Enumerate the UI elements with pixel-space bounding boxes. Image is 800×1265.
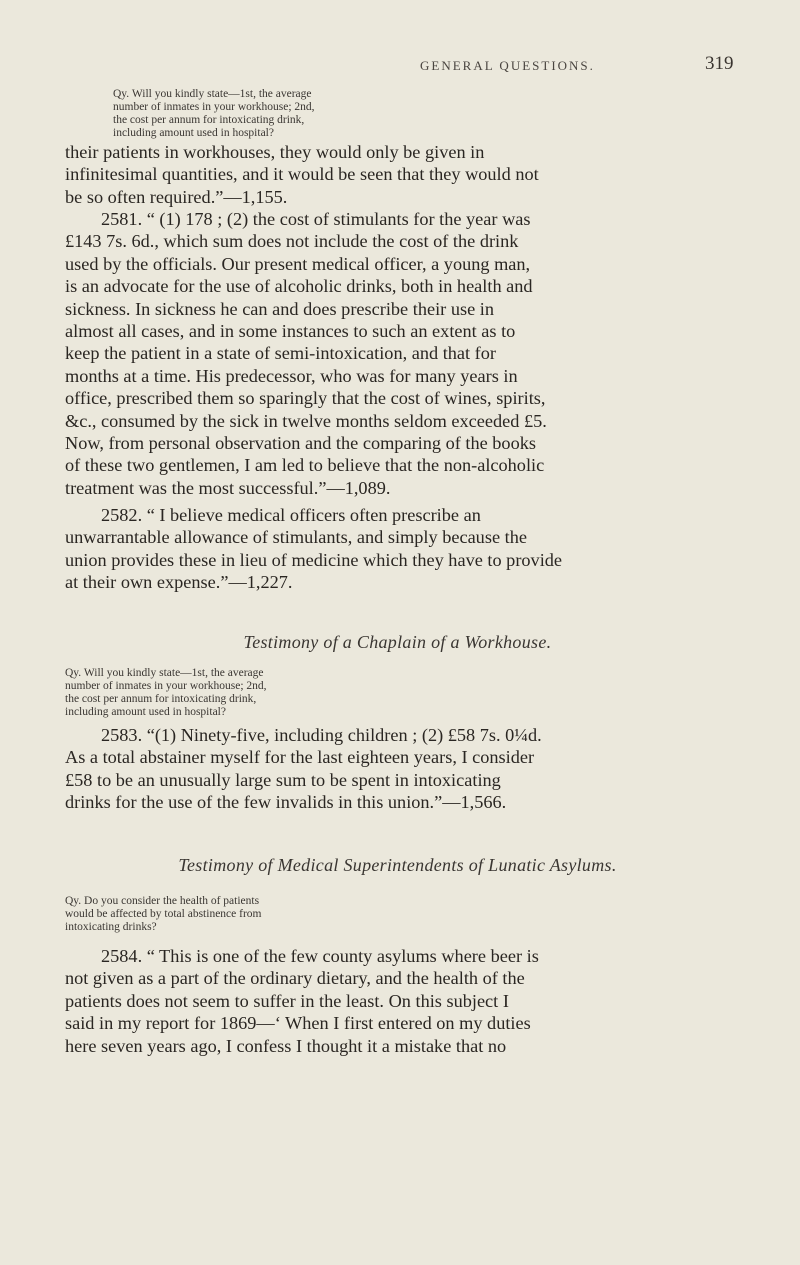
text-line: drinks for the use of the few invalids in this union.”—1,566. [65, 792, 507, 813]
running-title: GENERAL QUESTIONS. [420, 58, 595, 73]
question-line: would be affected by total abstinence from [65, 908, 262, 920]
text-line: not given as a part of the ordinary dietary, and the health of the [65, 968, 525, 989]
text-line: 2581. “ (1) 178 ; (2) the cost of stimulants for the year was [101, 209, 531, 229]
question-line: Qy. Do you consider the health of patients [65, 895, 260, 907]
section-heading-chaplain: Testimony of a Chaplain of a Workhouse. [243, 632, 552, 652]
paragraph-2582 [65, 504, 730, 594]
question-text [65, 895, 365, 934]
question-line: intoxicating drinks? [65, 921, 157, 933]
text-line: almost all cases, and in some instances to such an extent as to [65, 321, 516, 342]
text-line: 2582. “ I believe medical officers often prescribe an [101, 505, 481, 525]
text-line: infinitesimal quantities, and it would be seen that they would not [65, 164, 539, 185]
question-text [113, 88, 388, 140]
text-line: unwarrantable allowance of stimulants, and simply because the [65, 527, 527, 548]
question-line: the cost per annum for intoxicating drink, [113, 114, 305, 126]
text-line: Now, from personal observation and the comparing of the books [65, 433, 536, 454]
text-line: keep the patient in a state of semi-intoxication, and that for [65, 343, 496, 364]
paragraph-2581 [65, 208, 730, 499]
text-line: months at a time. His predecessor, who was for many years in [65, 365, 518, 386]
text-line: £143 7s. 6d., which sum does not include the cost of the drink [65, 231, 519, 252]
question-line: including amount used in hospital? [65, 706, 226, 718]
text-line: is an advocate for the use of alcoholic drinks, both in health and [65, 276, 533, 297]
text-line: used by the officials. Our present medical officer, a young man, [65, 253, 531, 274]
asylum-question [65, 895, 730, 934]
text-line: said in my report for 1869—‘ When I first entered on my duties [65, 1013, 531, 1034]
text-line: As a total abstainer myself for the last eighteen years, I consider [65, 747, 535, 768]
text-line: be so often required.”—1,155. [65, 186, 288, 207]
text-line: 2583. “(1) Ninety-five, including children ; (2) £58 7s. 0¼d. [101, 725, 542, 745]
question-line: the cost per annum for intoxicating drink, [65, 693, 257, 705]
paragraph-2584 [65, 945, 730, 1057]
text-line: 2584. “ This is one of the few county asylums where beer is [101, 946, 539, 966]
text-line: £58 to be an unusually large sum to be spent in intoxicating [65, 769, 501, 790]
chaplain-question [65, 667, 730, 719]
text-line: here seven years ago, I confess I thought it a mistake that no [65, 1035, 507, 1056]
continuation-paragraph [65, 141, 730, 208]
question-line: including amount used in hospital? [113, 127, 274, 139]
page-number: 319 [705, 53, 734, 74]
text-line: patients does not seem to suffer in the least. On this subject I [65, 990, 509, 1011]
paragraph-2583 [65, 724, 730, 814]
section-heading-asylums: Testimony of Medical Superintendents of Lunatic Asylums. [178, 855, 617, 875]
question-line: Qy. Will you kindly state—1st, the average [65, 667, 264, 679]
text-line: &c., consumed by the sick in twelve months seldom exceeded £5. [65, 410, 547, 431]
text-line: at their own expense.”—1,227. [65, 572, 293, 593]
text-line: treatment was the most successful.”—1,089. [65, 477, 391, 498]
text-line: office, prescribed them so sparingly that the cost of wines, spirits, [65, 388, 546, 409]
question-text [65, 667, 365, 719]
top-question [65, 88, 730, 140]
text-line: union provides these in lieu of medicine which they have to provide [65, 549, 563, 570]
text-line: of these two gentlemen, I am led to believe that the non-alcoholic [65, 455, 545, 476]
question-line: Qy. Will you kindly state—1st, the average [113, 88, 312, 100]
text-line: sickness. In sickness he can and does prescribe their use in [65, 298, 494, 319]
question-line: number of inmates in your workhouse; 2nd, [113, 101, 315, 113]
text-line: their patients in workhouses, they would only be given in [65, 142, 485, 162]
running-head [0, 50, 800, 80]
question-line: number of inmates in your workhouse; 2nd, [65, 680, 267, 692]
